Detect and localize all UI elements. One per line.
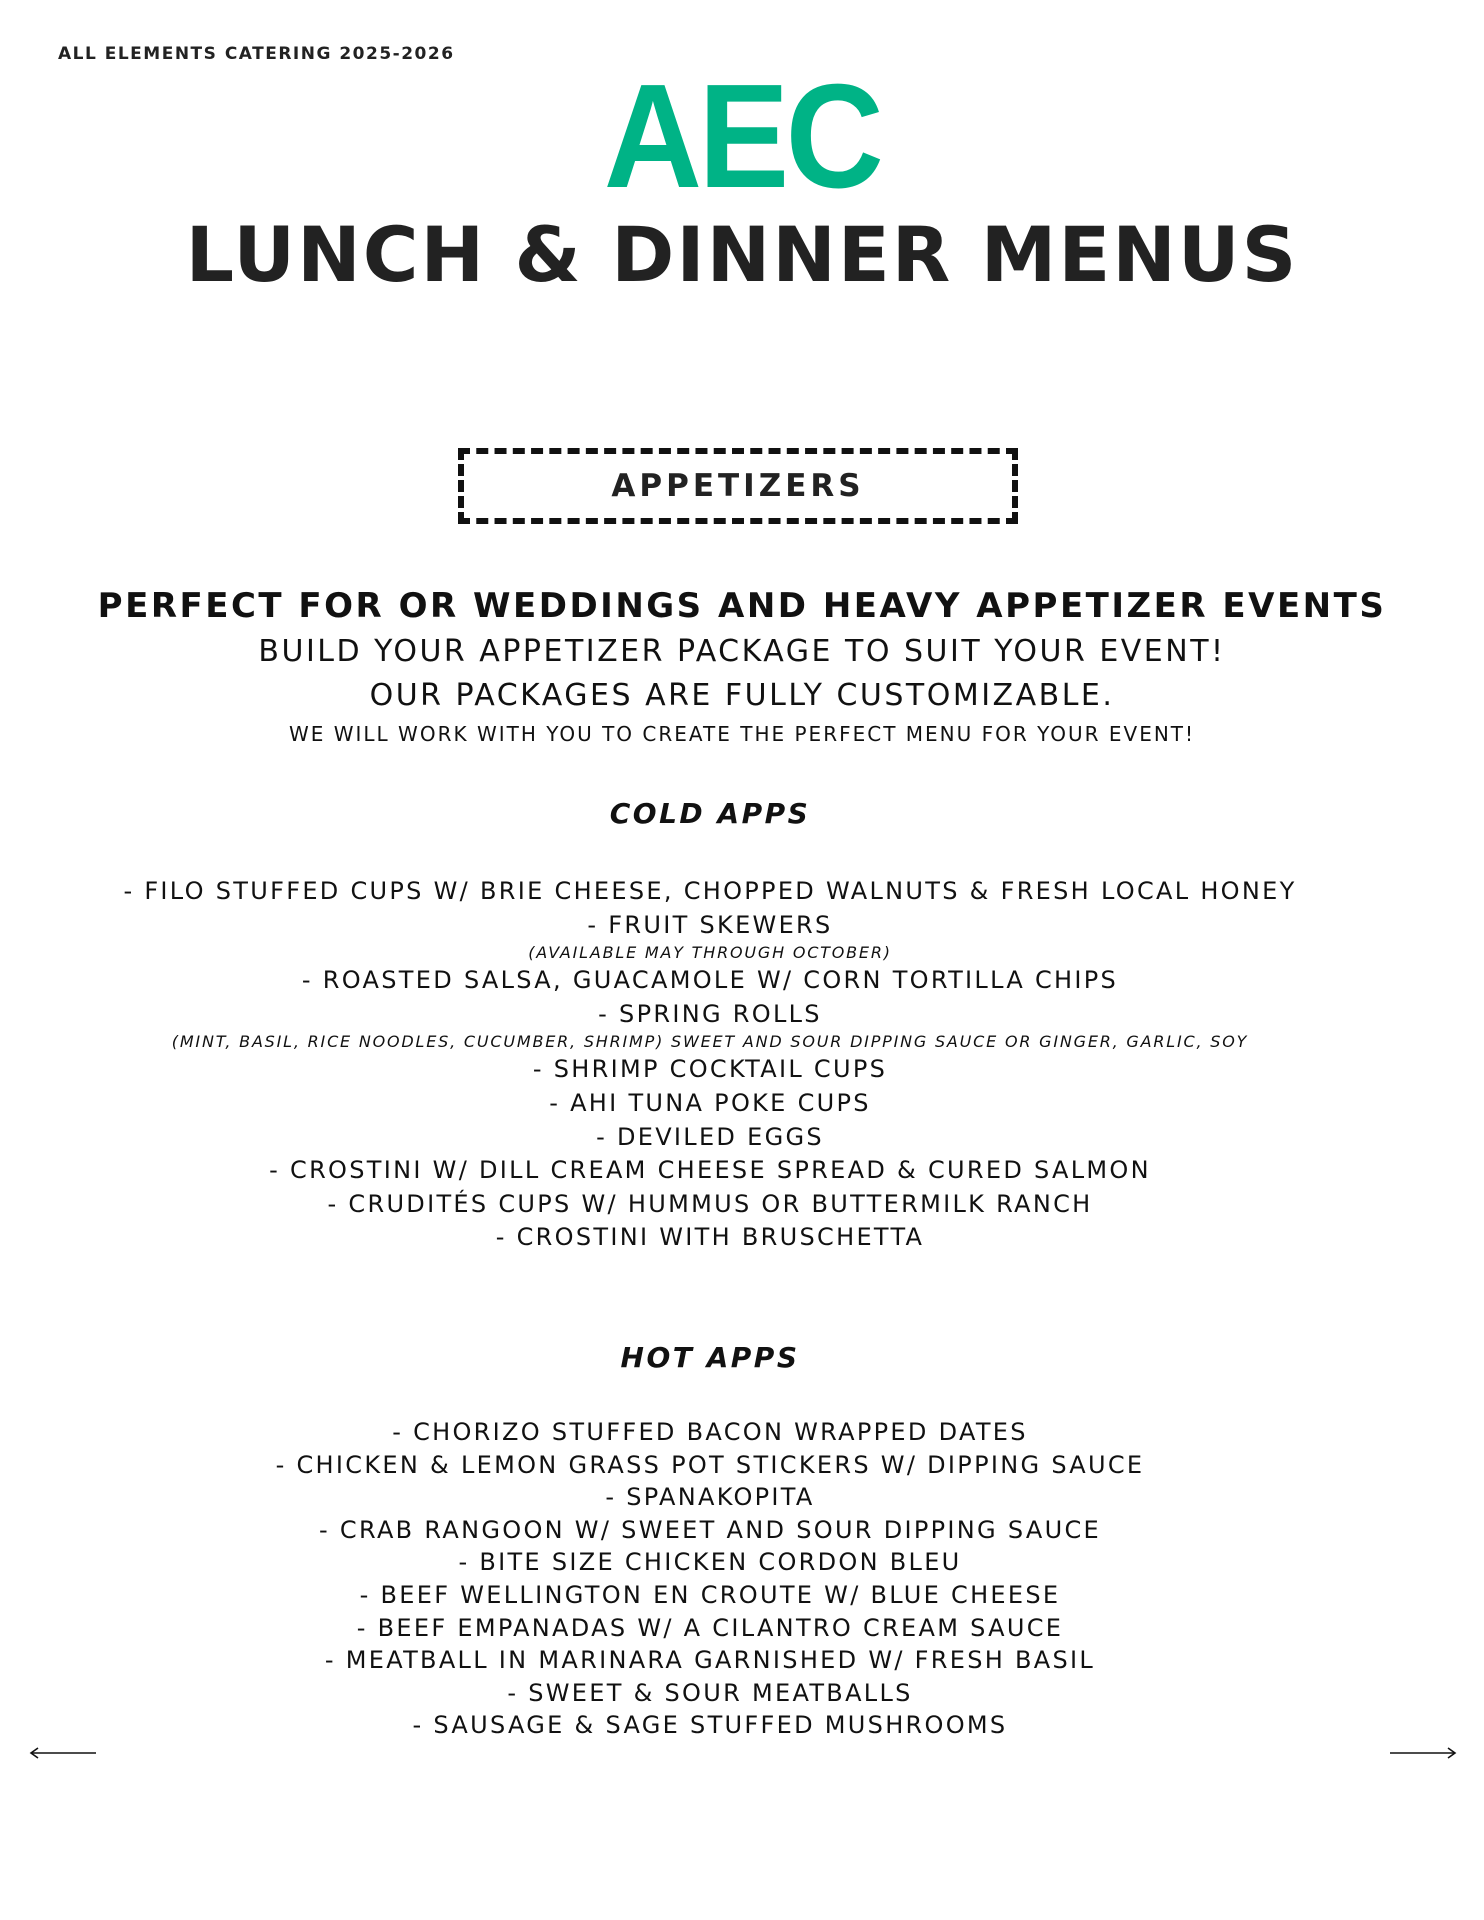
list-item: - BEEF WELLINGTON EN CROUTE W/ BLUE CHEESE (359, 1580, 1061, 1609)
list-item: - AHI TUNA POKE CUPS (549, 1088, 871, 1117)
list-item: - SPANAKOPITA (605, 1483, 815, 1512)
list-item: - MEATBALL IN MARINARA GARNISHED W/ FRESH BASIL (324, 1646, 1096, 1675)
list-item: - SHRIMP COCKTAIL CUPS (532, 1055, 888, 1084)
header-label: ALL ELEMENTS CATERING 2025-2026 (58, 44, 455, 64)
list-item: - BEEF EMPANADAS W/ A CILANTRO CREAM SAUCE (356, 1613, 1064, 1642)
cold-apps-heading: COLD APPS (609, 797, 811, 830)
list-item: - BITE SIZE CHICKEN CORDON BLEU (458, 1548, 962, 1577)
intro-headline: PERFECT FOR OR WEDDINGS AND HEAVY APPETIZER EVENTS (97, 586, 1387, 626)
hot-apps-heading: HOT APPS (620, 1341, 800, 1374)
brand-logo: AEC (603, 54, 881, 219)
cold-apps-list (0, 875, 1420, 1255)
list-item: - ROASTED SALSA, GUACAMOLE W/ CORN TORTILLA CHIPS (301, 966, 1119, 995)
list-item: - SPRING ROLLS (598, 999, 822, 1028)
list-item: - CHORIZO STUFFED BACON WRAPPED DATES (392, 1418, 1028, 1446)
list-item: - CROSTINI WITH BRUSCHETTA (495, 1223, 925, 1252)
list-item: - CROSTINI W/ DILL CREAM CHEESE SPREAD & CURED SALMON (269, 1156, 1151, 1185)
list-item: - SAUSAGE & SAGE STUFFED MUSHROOMS (412, 1711, 1008, 1740)
list-item-note: (MINT, BASIL, RICE NOODLES, CUCUMBER, SHRIMP) SWEET AND SOUR DIPPING SAUCE OR GINGER, GARLIC, SOY (171, 1032, 1249, 1052)
list-item: - DEVILED EGGS (596, 1122, 824, 1151)
section-title-box (458, 448, 1018, 524)
list-item: - SWEET & SOUR MEATBALLS (507, 1678, 913, 1707)
intro-line-3: OUR PACKAGES ARE FULLY CUSTOMIZABLE. (369, 678, 1115, 713)
page-title: LUNCH & DINNER MENUS (185, 210, 1299, 299)
list-item: - CRAB RANGOON W/ SWEET AND SOUR DIPPING SAUCE (319, 1515, 1101, 1544)
list-item: - FRUIT SKEWERS (587, 910, 833, 939)
arrow-left-icon[interactable] (28, 1746, 98, 1760)
intro-line-4: WE WILL WORK WITH YOU TO CREATE THE PERFECT MENU FOR YOUR EVENT! (288, 722, 1196, 746)
list-item: - CHICKEN & LEMON GRASS POT STICKERS W/ DIPPING SAUCE (275, 1450, 1145, 1479)
list-item: - CRUDITÉS CUPS W/ HUMMUS OR BUTTERMILK RANCH (327, 1189, 1093, 1218)
arrow-right-icon[interactable] (1388, 1746, 1458, 1760)
list-item-note: (AVAILABLE MAY THROUGH OCTOBER) (528, 943, 892, 963)
hot-apps-list (0, 1416, 1420, 1742)
section-title: APPETIZERS (611, 468, 865, 504)
list-item: - FILO STUFFED CUPS W/ BRIE CHEESE, CHOPPED WALNUTS & FRESH LOCAL HONEY (123, 877, 1297, 905)
intro-line-2: BUILD YOUR APPETIZER PACKAGE TO SUIT YOUR EVENT! (258, 634, 1226, 669)
